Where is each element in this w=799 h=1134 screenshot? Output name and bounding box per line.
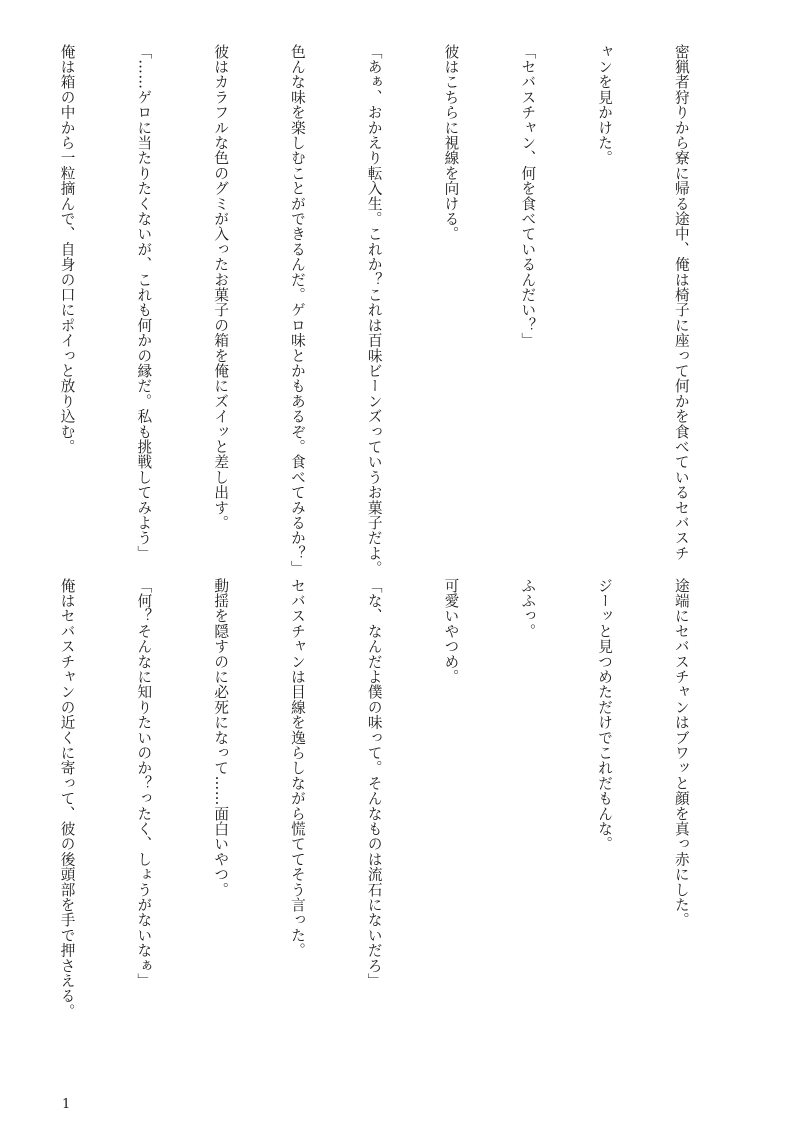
text-line: 俺は箱の中から一粒摘んで、自身の口にポイっと放り込む。 (58, 44, 76, 455)
text-line: 可愛いやつめ。 (442, 578, 460, 685)
text-line: 「あぁ、おかえり転入生。これか？これは百味ビーンズっていうお菓子だよ。 (365, 44, 383, 576)
text-line: 動揺を隠すのに必死になって……面白いやつ。 (212, 578, 230, 898)
novel-text-top-tier (58, 44, 745, 576)
text-line: 「セバスチャン、何を食べているんだい？」 (519, 44, 537, 348)
text-line: 途端にセバスチャンはブワッと顔を真っ赤にした。 (672, 578, 690, 928)
text-line: 「何？そんなに知りたいのか？ったく、しょうがないなぁ」 (135, 578, 153, 989)
text-line: ふふっ。 (519, 578, 537, 639)
text-line: 密猟者狩りから寮に帰る途中、俺は椅子に座って何かを食べているセバスチ (672, 44, 690, 561)
text-line (0, 578, 3, 1018)
novel-text-bottom-tier (58, 578, 745, 1019)
text-line: 彼はカラフルな色のグミが入ったお菓子の箱を俺にズイッと差し出す。 (212, 44, 230, 531)
text-line: ャンを見かけた。 (596, 44, 614, 166)
text-line (0, 44, 3, 544)
text-line: 俺はセバスチャンの近くに寄って、彼の後頭部を手で押さえる。 (58, 578, 76, 1019)
text-line: 「……ゲロに当たりたくないが、これも何かの縁だ。私も挑戦してみよう」 (135, 44, 153, 561)
text-line: 「な、なんだよ僕の味って。そんなものは流石にないだろ」 (365, 578, 383, 989)
text-line: 彼はこちらに視線を向ける。 (442, 44, 460, 242)
text-line: ジーッと見つめただけでこれだもんな。 (596, 578, 614, 852)
page-number: 1 (62, 1097, 71, 1112)
text-line: 色んな味を楽しむことができるんだ。ゲロ味とかもあるぞ。食べてみるか？」 (288, 44, 306, 576)
text-line: セバスチャンは目線を逸らしながら慌ててそう言った。 (288, 578, 306, 958)
